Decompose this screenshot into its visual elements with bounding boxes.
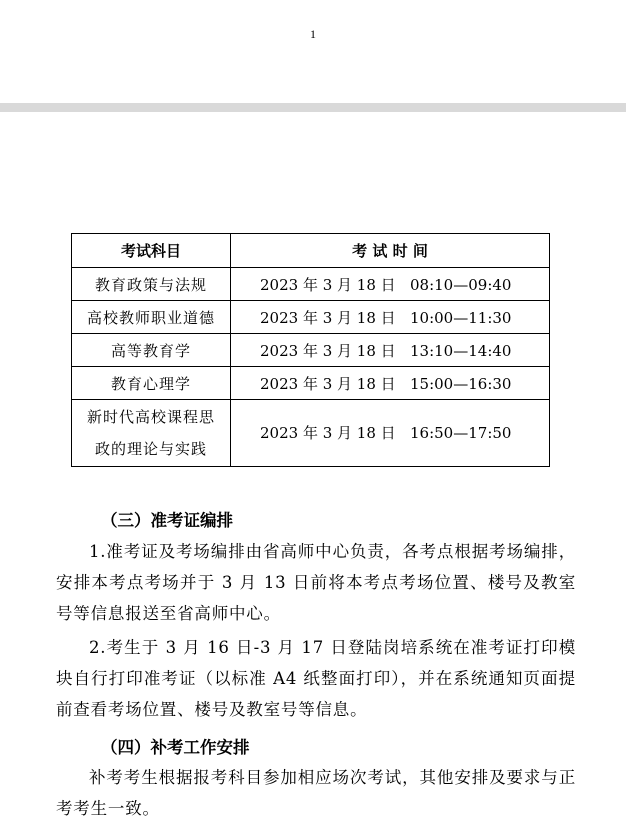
exam-time: 08:10—09:40: [410, 275, 512, 294]
exam-date: 2023 年 3 月 18 日: [260, 424, 396, 442]
exam-date: 2023 年 3 月 18 日: [260, 308, 396, 327]
page-number: 1: [310, 27, 316, 41]
time-cell: [231, 334, 550, 367]
exam-date: 2023 年 3 月 18 日: [260, 341, 396, 360]
table-row: [72, 301, 550, 334]
exam-time: 15:00—16:30: [410, 374, 512, 393]
subject-cell: 教育心理学: [72, 367, 231, 400]
header-time: 考 试 时 间: [231, 234, 550, 268]
table-row: [72, 400, 550, 467]
page-separator: [0, 103, 626, 112]
section-3-paragraph-1: 1.准考证及考场编排由省高师中心负责，各考点根据考场编排，安排本考点考场并于 3 月 13 日前将本考点考场位置、楼号及教室号等信息报送至省高师中心。: [56, 542, 576, 623]
time-cell: [231, 268, 550, 301]
exam-time: 10:00—11:30: [410, 308, 512, 327]
section-4-paragraph-1: 补考考生根据报考科目参加相应场次考试，其他安排及要求与正考考生一致。: [56, 768, 576, 818]
exam-time: 16:50—17:50: [410, 424, 512, 442]
time-cell: [231, 301, 550, 334]
table-row: [72, 367, 550, 400]
exam-date: 2023 年 3 月 18 日: [260, 374, 396, 393]
section-4-heading: （四）补考工作安排: [101, 738, 250, 757]
exam-time: 13:10—14:40: [410, 341, 512, 360]
table-row: [72, 334, 550, 367]
header-subject: 考试科目: [72, 234, 231, 268]
table-row: [72, 268, 550, 301]
section-3-paragraph-2: 2.考生于 3 月 16 日-3 月 17 日登陆岗培系统在准考证打印模块自行打印准考证（以标准 A4 纸整面打印），并在系统通知页面提前查看考场位置、楼号及教室号等信息。: [56, 638, 576, 719]
exam-date: 2023 年 3 月 18 日: [260, 275, 396, 294]
section-3-heading: （三）准考证编排: [101, 511, 233, 530]
subject-cell: 高校教师职业道德: [72, 301, 231, 334]
subject-cell: 教育政策与法规: [72, 268, 231, 301]
subject-cell: [72, 400, 231, 467]
table-header-row: [72, 234, 550, 268]
time-cell: [231, 400, 550, 467]
subject-cell: 高等教育学: [72, 334, 231, 367]
time-cell: [231, 367, 550, 400]
subject-line-1: 新时代高校课程思: [86, 408, 215, 426]
exam-schedule-table: [71, 233, 550, 467]
subject-line-2: 政的理论与实践: [94, 440, 207, 458]
